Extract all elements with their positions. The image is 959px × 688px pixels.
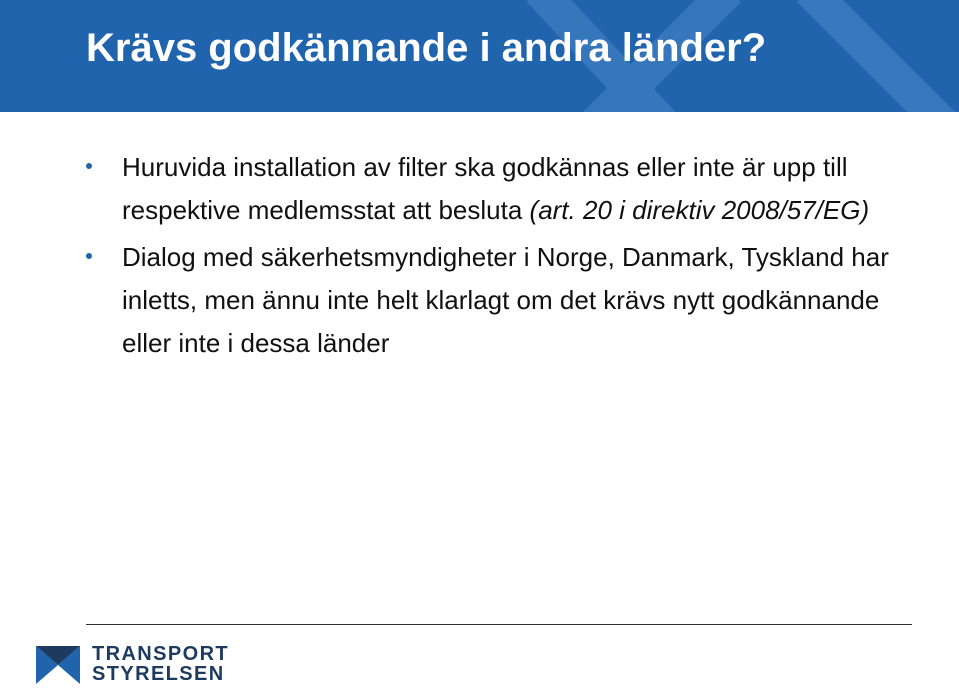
- page-title: Krävs godkännande i andra länder?: [86, 26, 767, 70]
- title-bar: [0, 0, 959, 112]
- bullet-citation: (art. 20 i direktiv 2008/57/EG): [529, 195, 870, 225]
- logo-wordmark: [92, 644, 229, 684]
- logo-mark-icon: [36, 646, 80, 684]
- bullet-marker: [86, 253, 92, 259]
- transportstyrelsen-logo: [36, 640, 230, 688]
- footer-divider: [86, 624, 912, 625]
- bullet-item: [0, 146, 912, 232]
- logo-line-1: TRANSPORT: [92, 643, 230, 665]
- logo-line-2: STYRELSEN: [92, 663, 225, 685]
- bullet-text: Dialog med säkerhetsmyndigheter i Norge, Danmark, Tyskland har inletts, men ännu inte helt klarlagt om det krävs nytt godkännande eller inte i dessa länder: [122, 242, 889, 358]
- bullet-item: [0, 236, 912, 365]
- bullet-list: [0, 146, 959, 369]
- bullet-marker: [86, 163, 92, 169]
- bullet-text: Huruvida installation av filter ska godkännas eller inte är upp till respektive medlemsstat att besluta: [122, 152, 848, 225]
